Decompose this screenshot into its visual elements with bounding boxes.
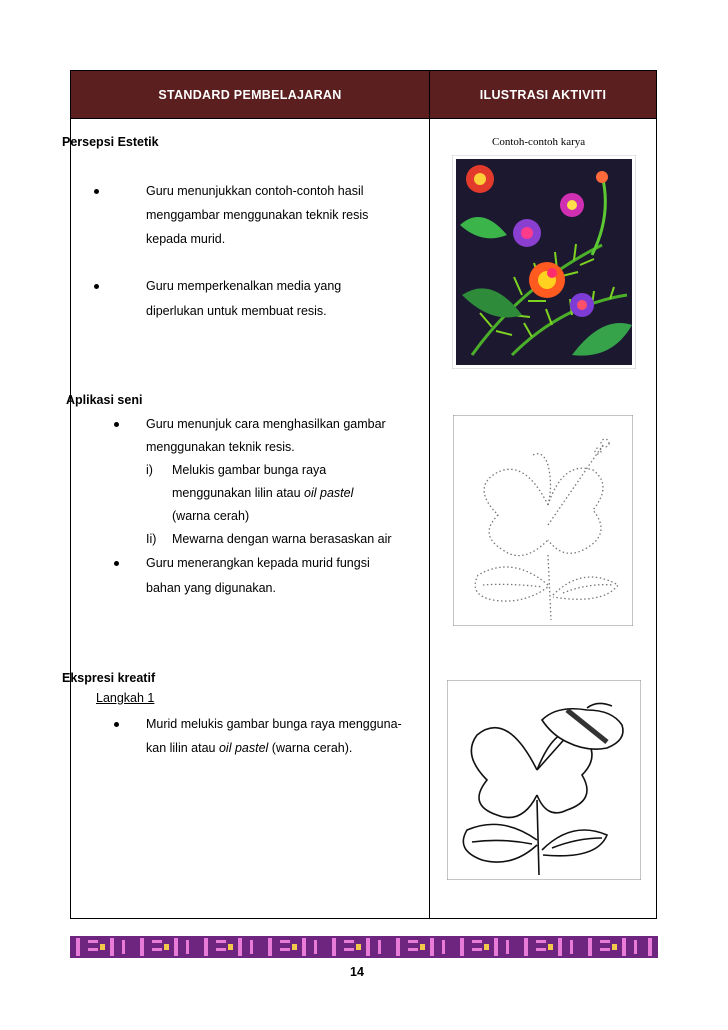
decorative-footer-pattern bbox=[70, 936, 658, 958]
table-header bbox=[71, 71, 656, 119]
bullet-icon bbox=[114, 422, 119, 427]
aplikasi-sub2-line1: Mewarna dengan warna berasaskan air bbox=[172, 532, 392, 546]
aplikasi-sub1-line2: menggunakan lilin atau oil pastel bbox=[172, 486, 354, 500]
persepsi-b1-line1: Guru menunjukkan contoh-contoh hasil bbox=[146, 184, 364, 198]
column-divider bbox=[429, 71, 430, 918]
ekspresi-b1-line2: kan lilin atau oil pastel (warna cerah). bbox=[146, 741, 353, 755]
aplikasi-sub1-marker: i) bbox=[146, 463, 153, 477]
aplikasi-b2-line2: bahan yang digunakan. bbox=[146, 581, 276, 595]
bullet-icon bbox=[114, 561, 119, 566]
langkah-label: Langkah 1 bbox=[96, 691, 155, 705]
illustration-caption: Contoh-contoh karya bbox=[492, 136, 586, 148]
aplikasi-b2-line1: Guru menerangkan kepada murid fungsi bbox=[146, 556, 370, 570]
hibiscus-hand-drawing-image bbox=[447, 680, 641, 880]
section-aplikasi-seni-title: Aplikasi seni bbox=[66, 393, 143, 407]
aplikasi-b1-line1: Guru menunjuk cara menghasilkan gambar bbox=[146, 417, 386, 431]
aplikasi-sub2-marker: Ii) bbox=[146, 532, 157, 546]
persepsi-b2-line1: Guru memperkenalkan media yang bbox=[146, 279, 342, 293]
header-standard-pembelajaran: STANDARD PEMBELAJARAN bbox=[158, 87, 342, 102]
persepsi-b1-line3: kepada murid. bbox=[146, 232, 226, 246]
page-number: 14 bbox=[350, 965, 364, 979]
bullet-icon bbox=[94, 189, 99, 194]
batik-flower-artwork-image bbox=[452, 155, 636, 369]
bullet-icon bbox=[94, 284, 99, 289]
aplikasi-sub1-line1: Melukis gambar bunga raya bbox=[172, 463, 327, 477]
hibiscus-dotted-outline-image bbox=[453, 415, 633, 626]
aplikasi-sub1-line3: (warna cerah) bbox=[172, 509, 250, 523]
persepsi-b1-line2: menggambar menggunakan teknik resis bbox=[146, 208, 369, 222]
header-ilustrasi-aktiviti: ILUSTRASI AKTIVITI bbox=[479, 87, 607, 102]
bullet-icon bbox=[114, 722, 119, 727]
ekspresi-b1-line1: Murid melukis gambar bunga raya mengguna- bbox=[146, 717, 402, 731]
persepsi-b2-line2: diperlukan untuk membuat resis. bbox=[146, 304, 327, 318]
section-ekspresi-kreatif-title: Ekspresi kreatif bbox=[62, 671, 156, 685]
section-persepsi-estetik-title: Persepsi Estetik bbox=[62, 135, 159, 149]
aplikasi-b1-line2: menggunakan teknik resis. bbox=[146, 440, 295, 454]
